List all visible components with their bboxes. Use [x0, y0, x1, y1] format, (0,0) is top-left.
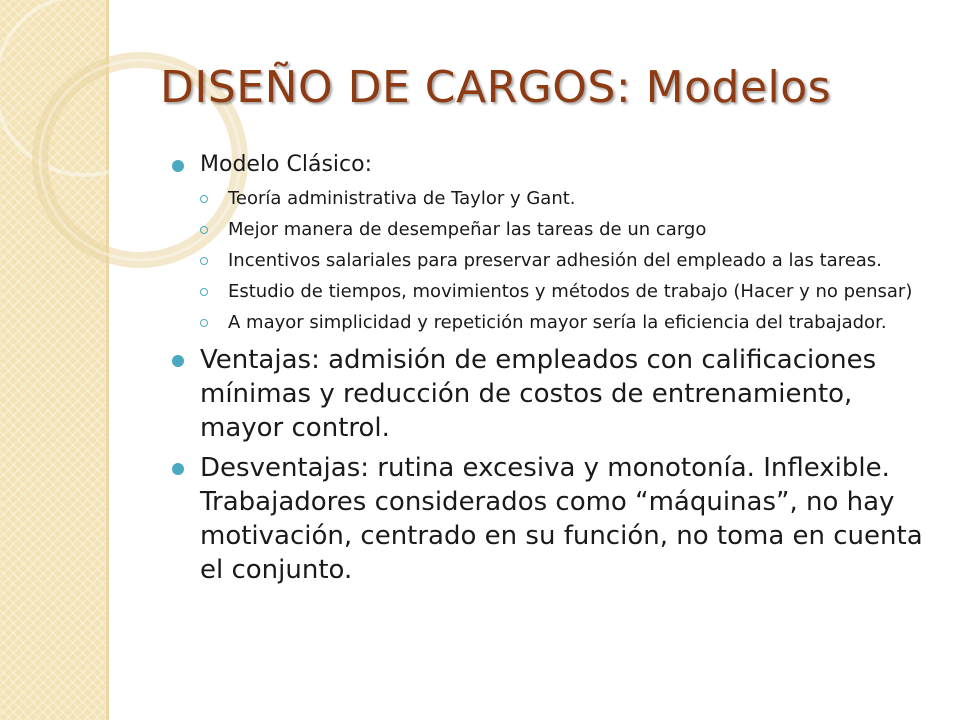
- hollow-bullet-icon: [200, 288, 208, 296]
- advantages-text: Ventajas: admisión de empleados con calificaciones mínimas y reducción de costos de entrenamiento, mayor control.: [200, 345, 877, 443]
- disadvantages-text: Desventajas: rutina excesiva y monotonía. Inflexible. Trabajadores considerados como “máquinas”, no hay motivación, centrado en su función, no toma en cuenta el conjunto.: [200, 453, 923, 585]
- classic-model-sublist: [170, 188, 932, 334]
- hollow-bullet-icon: [200, 195, 208, 203]
- bullet-dot-icon: [172, 160, 184, 172]
- hollow-bullet-icon: [200, 319, 208, 327]
- classic-model-item: [170, 150, 932, 180]
- sub-list-item-text: Incentivos salariales para preservar adhesión del empleado a las tareas.: [228, 250, 882, 271]
- disadvantages-item: [170, 451, 932, 587]
- hollow-bullet-icon: [200, 257, 208, 265]
- slide-title: DISEÑO DE CARGOS: Modelos: [160, 62, 832, 113]
- advantages-item: [170, 343, 932, 445]
- sub-list-item-text: Estudio de tiempos, movimientos y métodos de trabajo (Hacer y no pensar): [228, 281, 913, 302]
- slide-body: [170, 150, 932, 587]
- sub-list-item: [170, 219, 932, 241]
- hollow-bullet-icon: [200, 226, 208, 234]
- sub-list-item: [170, 250, 932, 272]
- classic-model-label: Modelo Clásico:: [200, 152, 373, 177]
- bullet-dot-icon: [172, 355, 184, 367]
- sub-list-item: [170, 281, 932, 303]
- sub-list-item: [170, 188, 932, 210]
- sub-list-item-text: A mayor simplicidad y repetición mayor sería la eficiencia del trabajador.: [228, 312, 887, 333]
- bullet-dot-icon: [172, 463, 184, 475]
- sub-list-item-text: Mejor manera de desempeñar las tareas de un cargo: [228, 219, 707, 240]
- sub-list-item: [170, 312, 932, 334]
- sub-list-item-text: Teoría administrativa de Taylor y Gant.: [228, 188, 576, 209]
